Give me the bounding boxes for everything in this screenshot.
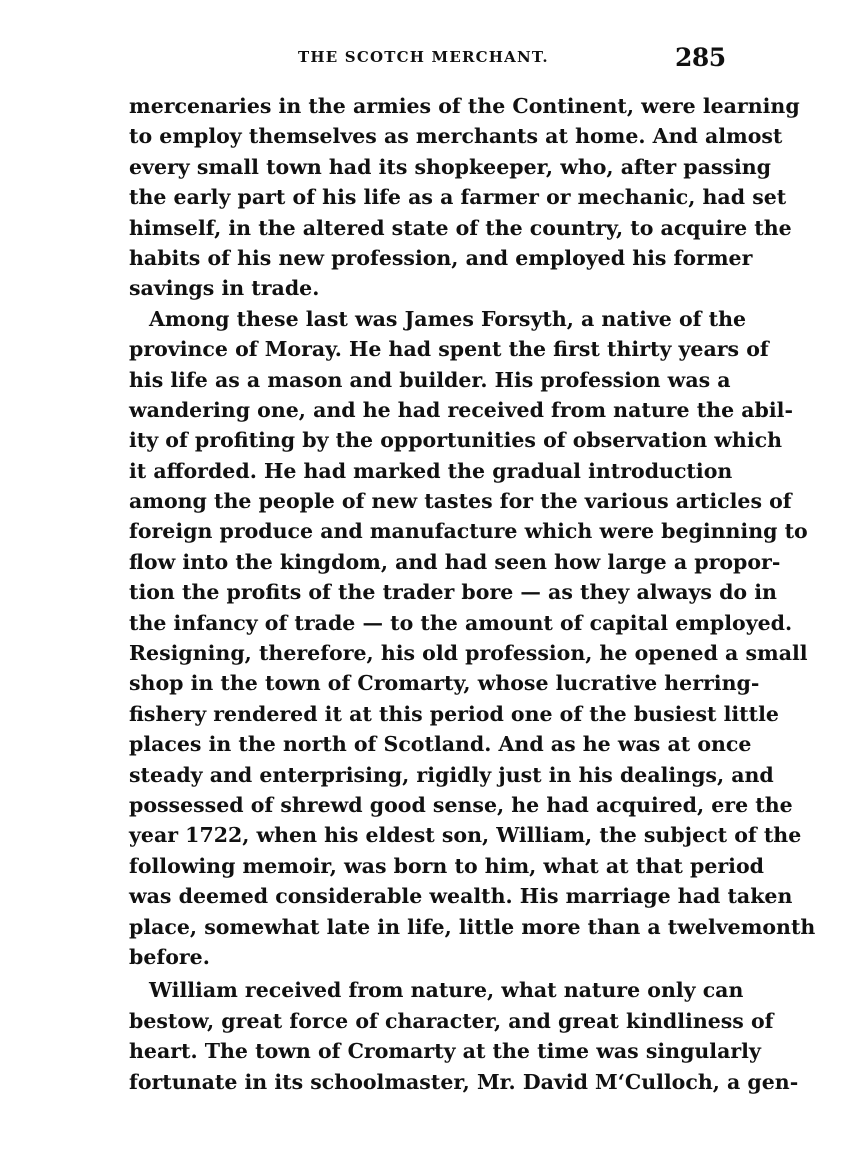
text-line: to employ themselves as merchants at home. And almost: [129, 124, 783, 149]
text-line: every small town had its shopkeeper, who, after passing: [129, 154, 771, 179]
text-line: foreign produce and manufacture which were beginning to: [129, 519, 808, 544]
text-line: it afforded. He had marked the gradual introduction: [129, 458, 733, 483]
text-line: the early part of his life as a farmer or mechanic, had set: [129, 185, 787, 210]
text-line: province of Moray. He had spent the first thirty years of: [129, 337, 769, 362]
text-line: savings in trade.: [129, 276, 320, 301]
running-title: THE SCOTCH MERCHANT.: [298, 48, 549, 66]
text-line: the infancy of trade — to the amount of capital employed.: [129, 610, 793, 635]
body-text: [129, 91, 816, 1097]
text-line: bestow, great force of character, and great kindliness of: [129, 1008, 774, 1033]
text-line: shop in the town of Cromarty, whose lucrative herring-: [129, 671, 760, 696]
text-line: place, somewhat late in life, little more than a twelvemonth: [129, 914, 816, 939]
text-line: among the people of new tastes for the various articles of: [129, 489, 792, 514]
text-line: tion the profits of the trader bore — as they always do in: [129, 580, 777, 605]
text-line: habits of his new profession, and employed his former: [129, 245, 753, 270]
text-line: places in the north of Scotland. And as he was at once: [129, 732, 752, 757]
text-line: Resigning, therefore, his old profession, he opened a small: [129, 641, 808, 666]
text-line: ity of profiting by the opportunities of observation which: [129, 428, 782, 453]
text-line: himself, in the altered state of the country, to acquire the: [129, 215, 792, 240]
page-number: 285: [675, 43, 726, 72]
text-line: fishery rendered it at this period one of the busiest little: [129, 701, 779, 726]
text-line: before.: [129, 944, 210, 969]
text-line: Among these last was James Forsyth, a native of the: [149, 306, 747, 331]
text-line: following memoir, was born to him, what at that period: [129, 853, 764, 878]
text-line: fortunate in its schoolmaster, Mr. David M‘Culloch, a gen-: [129, 1069, 799, 1094]
text-line: possessed of shrewd good sense, he had acquired, ere the: [129, 792, 793, 817]
text-line: steady and enterprising, rigidly just in his dealings, and: [129, 762, 774, 787]
running-head: [0, 44, 850, 76]
text-line: flow into the kingdom, and had seen how large a propor-: [129, 549, 781, 574]
text-line: year 1722, when his eldest son, William, the subject of the: [129, 823, 802, 848]
text-line: was deemed considerable wealth. His marriage had taken: [129, 884, 793, 909]
text-line: mercenaries in the armies of the Continent, were learning: [129, 94, 800, 118]
text-line: his life as a mason and builder. His profession was a: [129, 367, 731, 392]
text-line: William received from nature, what nature only can: [149, 978, 744, 1003]
text-line: heart. The town of Cromarty at the time was singularly: [129, 1039, 761, 1064]
text-line: wandering one, and he had received from nature the abil-: [129, 397, 793, 422]
